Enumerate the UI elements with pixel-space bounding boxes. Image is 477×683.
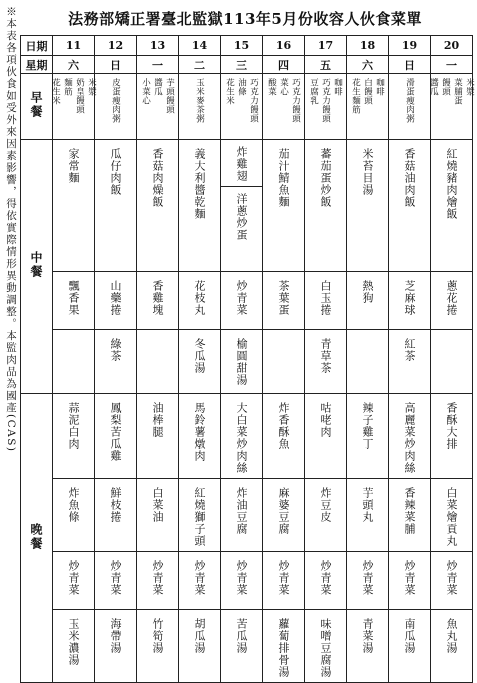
breakfast-item: 奶皇饅頭 <box>74 78 85 114</box>
dinner-main-dish: 油棒腿 <box>151 402 164 438</box>
dinner-side-cell <box>221 479 263 552</box>
dinner-main-cell <box>263 394 305 479</box>
breakfast-cell <box>347 74 389 140</box>
lunch-main-cell <box>347 140 389 272</box>
lunch-main-dish: 義大利醬乾麵 <box>193 148 206 220</box>
weekday-cell: 三 <box>221 56 263 74</box>
lunch-side-cell <box>431 272 473 330</box>
dinner-soup-dish: 胡瓜湯 <box>193 618 206 654</box>
lunch-main-cell <box>389 140 431 272</box>
dinner-side-dish: 紅燒獅子頭 <box>193 487 206 547</box>
lunch-main-dish: 香菇肉燥飯 <box>151 148 164 208</box>
dinner-side-cell <box>53 479 95 552</box>
date-cell: 20 <box>431 36 473 56</box>
dinner-veg-dish: 炒青菜 <box>445 560 458 596</box>
breakfast-item: 米漿 <box>86 78 97 96</box>
page-title: 法務部矯正署臺北監獄113年5月份收容人伙食菜單 <box>68 10 422 28</box>
dinner-veg-cell <box>95 552 137 610</box>
breakfast-cell <box>179 74 221 140</box>
breakfast-cell <box>305 74 347 140</box>
dinner-veg-cell <box>179 552 221 610</box>
weekday-cell: 五 <box>305 56 347 74</box>
lunch-main-cell <box>263 140 305 272</box>
dinner-main-dish: 馬鈴薯燉肉 <box>193 402 206 462</box>
dinner-soup-cell <box>389 610 431 683</box>
dinner-main-cell <box>53 394 95 479</box>
dinner-veg-dish: 炒青菜 <box>277 560 290 596</box>
lunch-extra-cell <box>95 330 137 394</box>
dinner-side-dish: 炸油豆腐 <box>235 487 248 535</box>
lunch-main-dish: 紅燒豬肉燴飯 <box>445 148 458 220</box>
lunch-side-dish: 蔥花捲 <box>445 280 458 316</box>
dinner-soup-cell <box>347 610 389 683</box>
lunch-extra-cell <box>263 330 305 394</box>
lunch-extra-cell <box>305 330 347 394</box>
dinner-veg-cell <box>137 552 179 610</box>
dinner-main-dish: 蒜泥白肉 <box>67 402 80 450</box>
lunch-extra-cell <box>179 330 221 394</box>
dinner-soup-dish: 海帶湯 <box>109 618 122 654</box>
dinner-side-dish: 鮮枝捲 <box>109 487 122 523</box>
dinner-veg-cell <box>221 552 263 610</box>
lunch-side-dish: 山藥捲 <box>109 280 122 316</box>
lunch-main-dish: 米苔目湯 <box>361 148 374 196</box>
dinner-main-cell <box>221 394 263 479</box>
dinner-side-cell <box>305 479 347 552</box>
lunch-main-dish: 家常麵 <box>67 148 80 184</box>
dinner-soup-cell <box>263 610 305 683</box>
breakfast-item: 花生米 <box>50 78 61 105</box>
dinner-side-dish: 白菜油 <box>151 487 164 523</box>
dinner-main-cell <box>179 394 221 479</box>
lunch-side-cell <box>137 272 179 330</box>
dinner-main-cell <box>389 394 431 479</box>
lunch-side-dish: 芝麻球 <box>403 280 416 316</box>
lunch-extra-dish: 冬瓜湯 <box>193 338 206 374</box>
dinner-soup-cell <box>179 610 221 683</box>
lunch-extra-cell <box>53 330 95 394</box>
lunch-main-dish: 洋蔥炒蛋 <box>235 193 248 241</box>
breakfast-item: 麵筋 <box>62 78 73 96</box>
dinner-main-dish: 辣子雞丁 <box>361 402 374 450</box>
dinner-main-cell <box>137 394 179 479</box>
date-cell: 15 <box>221 36 263 56</box>
breakfast-item: 咖啡 <box>374 78 385 96</box>
dinner-veg-dish: 炒青菜 <box>235 560 248 596</box>
dinner-main-cell <box>431 394 473 479</box>
dinner-side-dish: 炸豆皮 <box>319 487 332 523</box>
dinner-soup-dish: 青菜湯 <box>361 618 374 654</box>
lunch-side-dish: 白玉捲 <box>319 280 332 316</box>
breakfast-item: 醬瓜 <box>428 78 439 96</box>
weekday-cell: 日 <box>389 56 431 74</box>
dinner-soup-dish: 蘿蔔排骨湯 <box>277 618 290 678</box>
lunch-side-dish: 香雞塊 <box>151 280 164 316</box>
dinner-label-text: 晚餐 <box>29 522 43 551</box>
dinner-side-dish: 炸魚條 <box>67 487 80 523</box>
breakfast-item: 巧克力饅頭 <box>290 78 301 123</box>
breakfast-item: 酸菜 <box>266 78 277 96</box>
lunch-extra-dish: 紅茶 <box>403 338 416 362</box>
lunch-extra-cell <box>389 330 431 394</box>
breakfast-item: 菜心 <box>278 78 289 96</box>
lunch-main-cell <box>305 140 347 272</box>
lunch-side-cell <box>221 272 263 330</box>
lunch-side-cell <box>95 272 137 330</box>
date-label: 日期 <box>21 36 53 56</box>
dinner-veg-dish: 炒青菜 <box>403 560 416 596</box>
dinner-veg-dish: 炒青菜 <box>151 560 164 596</box>
dinner-veg-dish: 炒青菜 <box>319 560 332 596</box>
date-cell: 19 <box>389 36 431 56</box>
breakfast-item: 玉米麥茶粥 <box>194 78 205 123</box>
dinner-main-cell <box>95 394 137 479</box>
dinner-side-dish: 麻婆豆腐 <box>277 487 290 535</box>
dinner-veg-dish: 炒青菜 <box>67 560 80 596</box>
menu-note: ※本表各項伙食如受外來因素影響，得依實際情形異動調整。本監肉品為國產(CAS) <box>5 6 17 453</box>
dinner-soup-dish: 味噌豆腐湯 <box>319 618 332 678</box>
breakfast-item: 米漿 <box>464 78 475 96</box>
dinner-side-cell <box>95 479 137 552</box>
breakfast-item: 油條 <box>236 78 247 96</box>
breakfast-item: 醬瓜 <box>152 78 163 96</box>
dinner-side-cell <box>179 479 221 552</box>
dinner-main-dish: 香酥大排 <box>445 402 458 450</box>
dinner-main-cell <box>347 394 389 479</box>
breakfast-cell <box>263 74 305 140</box>
dinner-side-cell <box>347 479 389 552</box>
weekday-cell: 六 <box>53 56 95 74</box>
lunch-side-cell <box>179 272 221 330</box>
date-cell: 11 <box>53 36 95 56</box>
dinner-veg-dish: 炒青菜 <box>193 560 206 596</box>
date-cell: 16 <box>263 36 305 56</box>
date-cell: 13 <box>137 36 179 56</box>
breakfast-item: 滑蛋瘦肉粥 <box>404 78 415 123</box>
weekday-cell: 日 <box>95 56 137 74</box>
lunch-main-cell <box>137 140 179 272</box>
dinner-veg-cell <box>431 552 473 610</box>
dinner-side-cell <box>263 479 305 552</box>
weekday-cell: 一 <box>137 56 179 74</box>
lunch-side-cell <box>347 272 389 330</box>
dinner-side-dish: 香辣菜脯 <box>403 487 416 535</box>
dinner-side-dish: 白菜燴貢丸 <box>445 487 458 547</box>
dinner-side-cell <box>431 479 473 552</box>
menu-table <box>20 35 473 683</box>
lunch-main-cell <box>221 140 263 272</box>
lunch-main-cell <box>53 140 95 272</box>
dinner-side-dish: 芋頭丸 <box>361 487 374 523</box>
dinner-main-dish: 大白菜炒肉絲 <box>235 402 248 474</box>
lunch-side-cell <box>263 272 305 330</box>
lunch-side-cell <box>305 272 347 330</box>
lunch-side-cell <box>389 272 431 330</box>
dinner-soup-cell <box>53 610 95 683</box>
lunch-main-cell <box>179 140 221 272</box>
lunch-extra-cell <box>137 330 179 394</box>
dinner-soup-dish: 玉米濃湯 <box>67 618 80 666</box>
lunch-label <box>21 140 53 394</box>
lunch-extra-cell <box>347 330 389 394</box>
breakfast-item: 白饅頭 <box>362 78 373 105</box>
lunch-extra-cell <box>431 330 473 394</box>
dinner-soup-cell <box>305 610 347 683</box>
lunch-side-dish: 炒青菜 <box>235 280 248 316</box>
lunch-extra-dish: 綠茶 <box>109 338 122 362</box>
dinner-veg-cell <box>53 552 95 610</box>
date-cell: 17 <box>305 36 347 56</box>
dinner-main-dish: 鳳梨苦瓜雞 <box>109 402 122 462</box>
dinner-veg-cell <box>305 552 347 610</box>
dinner-veg-dish: 炒青菜 <box>361 560 374 596</box>
breakfast-item: 花生米 <box>224 78 235 105</box>
breakfast-item: 花生麵筋 <box>350 78 361 114</box>
dinner-soup-cell <box>95 610 137 683</box>
lunch-main-dish: 蕃茄蛋炒飯 <box>319 148 332 208</box>
dinner-veg-dish: 炒青菜 <box>109 560 122 596</box>
weekday-label: 星期 <box>21 56 53 74</box>
dinner-side-cell <box>137 479 179 552</box>
date-cell: 12 <box>95 36 137 56</box>
lunch-side-dish: 熱狗 <box>361 280 374 304</box>
lunch-extra-dish: 青草茶 <box>319 338 332 374</box>
weekday-cell: 六 <box>347 56 389 74</box>
dinner-veg-cell <box>389 552 431 610</box>
lunch-main-dish: 香菇油肉飯 <box>403 148 416 208</box>
lunch-extra-dish: 榆圓甜湯 <box>235 338 248 386</box>
dinner-soup-dish: 苦瓜湯 <box>235 618 248 654</box>
weekday-cell: 一 <box>431 56 473 74</box>
breakfast-item: 小菜心 <box>140 78 151 105</box>
breakfast-item: 豆腐乳 <box>308 78 319 105</box>
dinner-veg-cell <box>263 552 305 610</box>
breakfast-item: 皮蛋瘦肉粥 <box>110 78 121 123</box>
breakfast-cell <box>137 74 179 140</box>
breakfast-cell <box>95 74 137 140</box>
lunch-side-cell <box>53 272 95 330</box>
breakfast-item: 巧克力饅頭 <box>320 78 331 123</box>
lunch-side-dish: 花枝丸 <box>193 280 206 316</box>
lunch-main-cell <box>95 140 137 272</box>
breakfast-item: 菜脯蛋 <box>452 78 463 105</box>
date-cell: 14 <box>179 36 221 56</box>
breakfast-item: 饅頭 <box>440 78 451 96</box>
dinner-soup-dish: 魚丸湯 <box>445 618 458 654</box>
dinner-soup-cell <box>431 610 473 683</box>
dinner-label <box>21 394 53 683</box>
dinner-side-cell <box>389 479 431 552</box>
breakfast-label-text: 早餐 <box>29 91 43 119</box>
breakfast-cell <box>221 74 263 140</box>
breakfast-label <box>21 74 53 140</box>
lunch-extra-cell <box>221 330 263 394</box>
dinner-soup-cell <box>221 610 263 683</box>
breakfast-item: 巧克力饅頭 <box>248 78 259 123</box>
lunch-main-dish: 茄汁鯖魚麵 <box>277 148 290 208</box>
dinner-soup-dish: 竹筍湯 <box>151 618 164 654</box>
weekday-cell: 四 <box>263 56 305 74</box>
dinner-main-cell <box>305 394 347 479</box>
breakfast-cell <box>50 74 97 140</box>
breakfast-cell <box>428 74 475 140</box>
dinner-soup-dish: 南瓜湯 <box>403 618 416 654</box>
dinner-main-dish: 咕咾肉 <box>319 402 332 438</box>
dinner-main-dish: 高麗菜炒肉絲 <box>403 402 416 474</box>
dinner-main-dish: 炸香酥魚 <box>277 402 290 450</box>
lunch-side-dish: 飄香果 <box>67 280 80 316</box>
breakfast-item: 咖啡 <box>332 78 343 96</box>
lunch-main-dish: 瓜仔肉飯 <box>109 148 122 196</box>
dinner-veg-cell <box>347 552 389 610</box>
lunch-main-dish: 炸雞翅 <box>235 146 248 182</box>
weekday-cell: 二 <box>179 56 221 74</box>
dinner-soup-cell <box>137 610 179 683</box>
lunch-label-text: 中餐 <box>29 251 43 279</box>
lunch-main-cell <box>431 140 473 272</box>
breakfast-cell <box>389 74 431 140</box>
lunch-side-dish: 茶葉蛋 <box>277 280 290 316</box>
breakfast-item: 芋頭饅頭 <box>164 78 175 114</box>
date-cell: 18 <box>347 36 389 56</box>
